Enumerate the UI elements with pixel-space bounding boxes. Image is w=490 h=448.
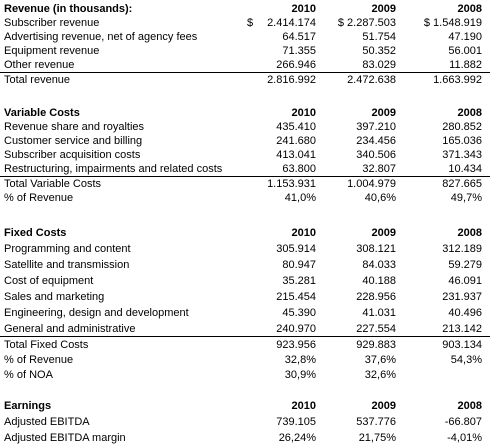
row-label: Engineering, design and development	[4, 307, 189, 319]
value-2008: 56.001	[448, 45, 482, 57]
value-2008: 10.434	[448, 163, 482, 175]
value-2010: 26,24%	[278, 432, 316, 444]
value-2009: 84.033	[362, 259, 396, 271]
value-2010: 240.970	[276, 323, 316, 335]
table-row	[0, 120, 490, 134]
table-row	[0, 242, 490, 256]
value-2010: 32,8%	[284, 354, 316, 366]
total-row	[0, 177, 490, 191]
table-row	[0, 16, 490, 30]
table-row	[0, 306, 490, 320]
value-2009: 228.956	[356, 291, 396, 303]
year-2009-header: 2009	[371, 227, 396, 239]
value-2010: 1.153.931	[267, 178, 316, 190]
value-2008: 213.142	[442, 323, 482, 335]
year-2009-header: 2009	[371, 107, 396, 119]
section-title: Fixed Costs	[4, 227, 67, 239]
value-2008: 231.937	[442, 291, 482, 303]
value-2008: 46.091	[448, 275, 482, 287]
row-label: Other revenue	[4, 59, 75, 71]
row-label: % of Revenue	[4, 354, 74, 366]
table-row	[0, 431, 490, 445]
year-2010-header: 2010	[291, 3, 316, 15]
value-2009: 50.352	[362, 45, 396, 57]
percent-row	[0, 368, 490, 382]
variable-costs-header-row	[0, 106, 490, 120]
table-row	[0, 134, 490, 148]
value-2009: 2.472.638	[347, 74, 396, 86]
row-label: Cost of equipment	[4, 275, 94, 287]
table-row	[0, 58, 490, 73]
value-2009: 227.554	[356, 323, 396, 335]
section-title: Revenue (in thousands):	[4, 3, 133, 15]
percent-row	[0, 353, 490, 367]
section-title: Variable Costs	[4, 107, 80, 119]
table-row	[0, 30, 490, 44]
row-label: Subscriber acquisition costs	[4, 149, 141, 161]
percent-row	[0, 191, 490, 205]
row-label: Sales and marketing	[4, 291, 105, 303]
value-2010: 215.454	[276, 291, 316, 303]
value-2008: 11.882	[449, 59, 482, 71]
year-2008-header: 2008	[457, 227, 482, 239]
value-2009: 21,75%	[358, 432, 396, 444]
row-label: Equipment revenue	[4, 45, 100, 57]
table-row	[0, 258, 490, 272]
year-2010-header: 2010	[291, 227, 316, 239]
row-label: Adjusted EBITDA	[4, 416, 90, 428]
section-title: Earnings	[4, 400, 52, 412]
value-2009: 32.807	[362, 163, 396, 175]
value-2010: 266.946	[276, 59, 316, 71]
value-2009: 40.188	[362, 275, 396, 287]
value-2008: 280.852	[442, 121, 482, 133]
value-2010: 241.680	[276, 135, 316, 147]
table-row	[0, 290, 490, 304]
value-2009: 340.506	[356, 149, 396, 161]
year-2008-header: 2008	[457, 400, 482, 412]
value-2009: 40,6%	[364, 192, 396, 204]
year-2008-header: 2008	[457, 3, 482, 15]
value-2008: 40.496	[448, 307, 482, 319]
value-2009: 234.456	[356, 135, 396, 147]
row-label: Subscriber revenue	[4, 17, 100, 29]
value-2008: 827.665	[442, 178, 482, 190]
value-2008: 54,3%	[450, 354, 482, 366]
row-label: Total revenue	[4, 74, 71, 86]
value-2010: 30,9%	[284, 369, 316, 381]
value-2009: 1.004.979	[347, 178, 396, 190]
value-2008: -66.807	[444, 416, 482, 428]
value-2008: 47.190	[448, 31, 482, 43]
value-2010: 80.947	[282, 259, 316, 271]
row-label: Revenue share and royalties	[4, 121, 145, 133]
row-label: Advertising revenue, net of agency fees	[4, 31, 198, 43]
value-2008: 312.189	[442, 243, 482, 255]
fixed-costs-header-row	[0, 226, 490, 240]
year-2008-header: 2008	[457, 107, 482, 119]
value-2009: 397.210	[356, 121, 396, 133]
value-2010: 435.410	[276, 121, 316, 133]
value-2010: 2.414.174	[267, 17, 316, 29]
total-row	[0, 73, 490, 87]
value-2008: 371.343	[442, 149, 482, 161]
value-2008: 1.663.992	[433, 74, 482, 86]
value-2009: 537.776	[356, 416, 396, 428]
value-2008: 165.036	[442, 135, 482, 147]
value-2010: 45.390	[282, 307, 316, 319]
value-2008: 49,7%	[450, 192, 482, 204]
value-2010: 2.816.992	[267, 74, 316, 86]
value-2008: -4,01%	[447, 432, 482, 444]
value-2009: $ 2.287.503	[337, 17, 396, 29]
row-label: Restructuring, impairments and related costs	[4, 163, 223, 175]
row-label: % of NOA	[4, 369, 53, 381]
year-2010-header: 2010	[291, 400, 316, 412]
year-2010-header: 2010	[291, 107, 316, 119]
row-label: General and administrative	[4, 323, 136, 335]
value-2009: 308.121	[356, 243, 396, 255]
row-label: Customer service and billing	[4, 135, 143, 147]
value-2010: 739.105	[276, 416, 316, 428]
value-2010: 413.041	[276, 149, 316, 161]
value-2009: 83.029	[362, 59, 396, 71]
value-2010: 71.355	[282, 45, 316, 57]
total-row	[0, 338, 490, 352]
table-row	[0, 274, 490, 288]
value-2009: 51.754	[362, 31, 396, 43]
value-2009: 929.883	[356, 339, 396, 351]
value-2010: 63.800	[282, 163, 316, 175]
table-row	[0, 44, 490, 58]
year-2009-header: 2009	[371, 400, 396, 412]
value-2010: 64.517	[282, 31, 316, 43]
row-label: Programming and content	[4, 243, 131, 255]
value-2010: 41,0%	[284, 192, 316, 204]
row-label: Satellite and transmission	[4, 259, 130, 271]
value-2010: 35.281	[282, 275, 316, 287]
table-row	[0, 148, 490, 162]
table-row	[0, 162, 490, 177]
value-2008: $ 1.548.919	[423, 17, 482, 29]
value-2009: 32,6%	[364, 369, 396, 381]
value-2008: 903.134	[442, 339, 482, 351]
row-label: % of Revenue	[4, 192, 74, 204]
value-2008: 59.279	[448, 259, 482, 271]
earnings-header-row	[0, 399, 490, 413]
value-2008	[396, 368, 482, 382]
table-row	[0, 415, 490, 429]
value-2009: 41.031	[362, 307, 396, 319]
year-2009-header: 2009	[371, 3, 396, 15]
value-2010: 923.956	[276, 339, 316, 351]
row-label: Adjusted EBITDA margin	[4, 432, 126, 444]
row-label: Total Fixed Costs	[4, 339, 89, 351]
revenue-header-row	[0, 2, 490, 16]
value-2009: 37,6%	[364, 354, 396, 366]
row-label: Total Variable Costs	[4, 178, 102, 190]
table-row	[0, 322, 490, 337]
value-2010: 305.914	[276, 243, 316, 255]
currency-symbol: $	[247, 17, 254, 29]
